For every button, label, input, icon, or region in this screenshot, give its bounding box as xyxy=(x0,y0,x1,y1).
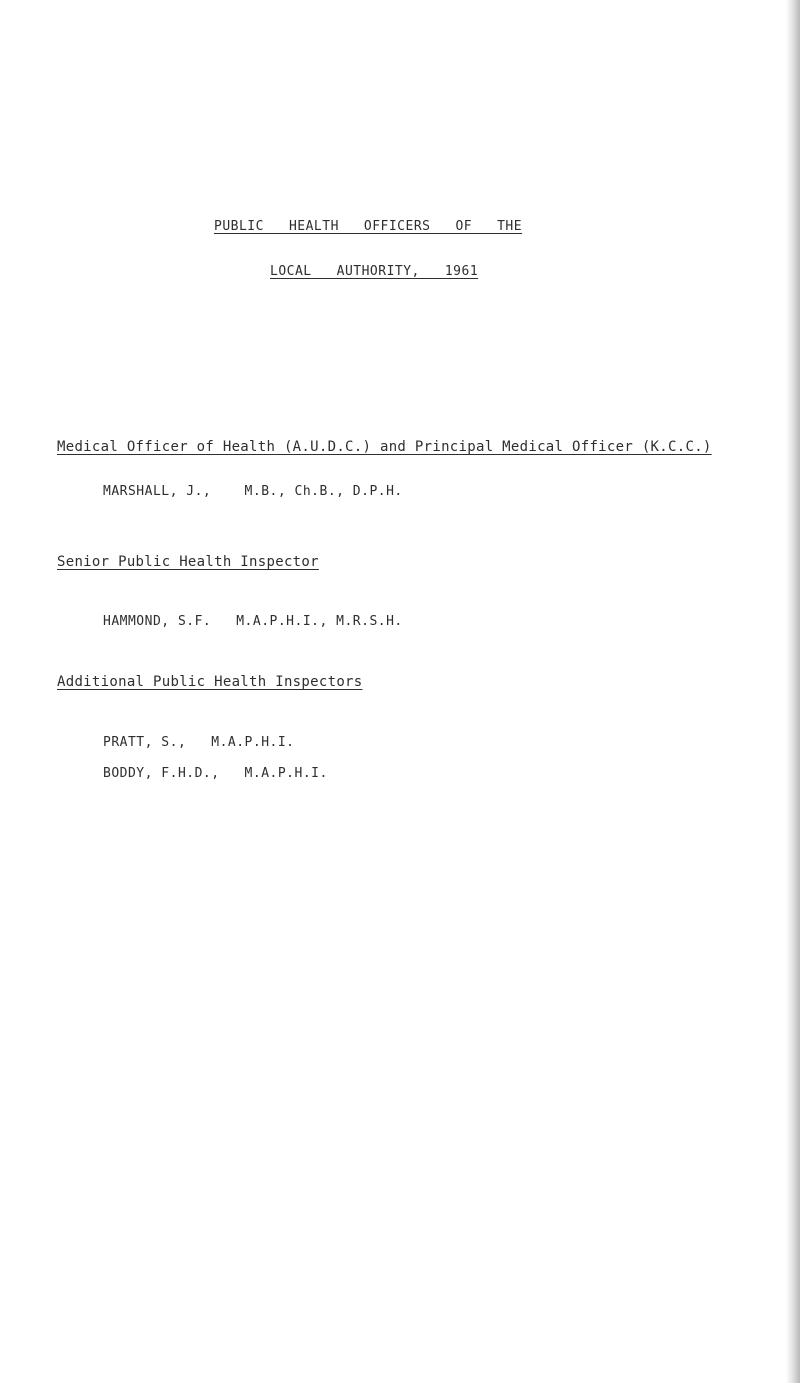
entry-boddy: BODDY, F.H.D., M.A.P.H.I. xyxy=(103,766,328,781)
document-title: PUBLIC HEALTH OFFICERS OF THE xyxy=(214,219,523,234)
document-subtitle: LOCAL AUTHORITY, 1961 xyxy=(270,264,479,279)
section-heading-additional-inspectors: Additional Public Health Inspectors xyxy=(57,674,363,690)
entry-hammond: HAMMOND, S.F. M.A.P.H.I., M.R.S.H. xyxy=(103,614,403,629)
section-heading-senior-inspector: Senior Public Health Inspector xyxy=(57,554,319,570)
entry-pratt: PRATT, S., M.A.P.H.I. xyxy=(103,735,295,750)
scanned-page-edge xyxy=(786,0,800,1383)
section-heading-medical-officer: Medical Officer of Health (A.U.D.C.) and Principal Medical Officer (K.C.C.) xyxy=(57,439,712,455)
entry-marshall: MARSHALL, J., M.B., Ch.B., D.P.H. xyxy=(103,484,403,499)
